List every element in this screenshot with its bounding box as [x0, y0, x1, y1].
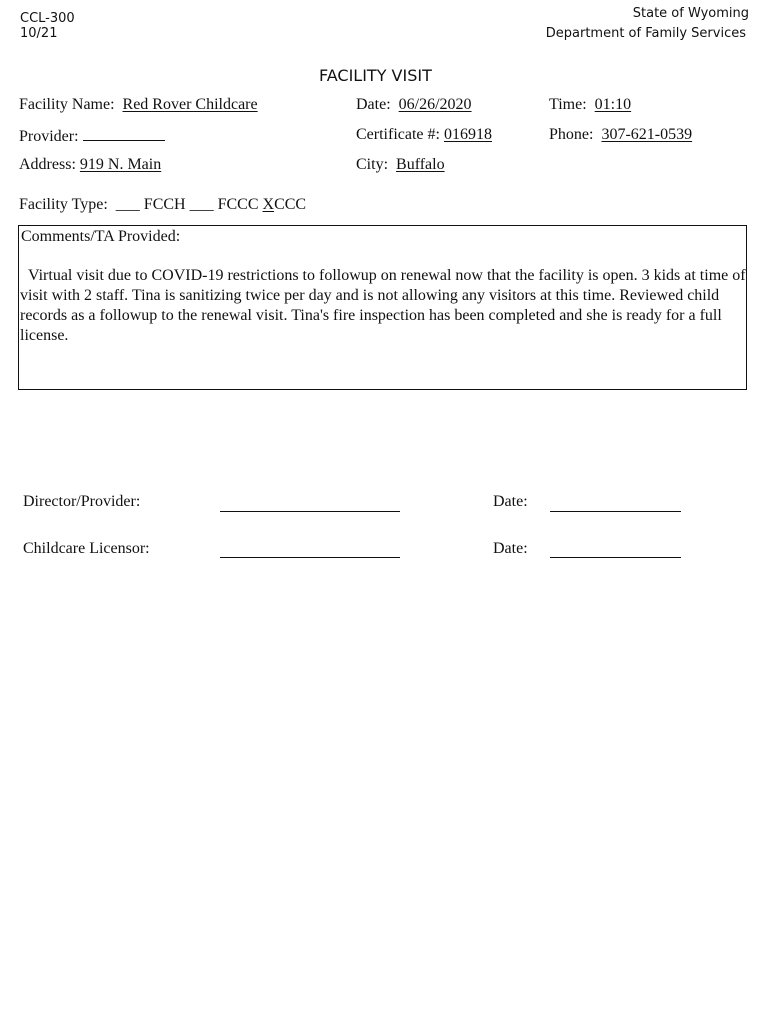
date-row [356, 96, 472, 114]
city-value: Buffalo [396, 156, 445, 173]
comments-label: Comments/TA Provided: [21, 228, 181, 245]
facility-type-row [19, 196, 306, 214]
facility-name-row [19, 96, 258, 114]
licensor-date-label: Date: [493, 540, 528, 557]
form-revision-date: 10/21 [20, 26, 58, 41]
address-row [19, 156, 161, 174]
certificate-label: Certificate #: [356, 126, 440, 143]
facility-type-label: Facility Type: [19, 196, 108, 213]
director-signature-label: Director/Provider: [23, 493, 141, 510]
licensor-date-line[interactable] [550, 557, 681, 558]
city-row [356, 156, 445, 174]
time-value: 01:10 [594, 96, 632, 113]
fccc-label: FCCC [217, 196, 259, 213]
address-label: Address: [19, 156, 76, 173]
director-date-line[interactable] [550, 511, 681, 512]
time-row [549, 96, 631, 114]
state-name: State of Wyoming [632, 6, 749, 21]
fcch-check-mark: ___ [115, 196, 140, 213]
licensor-signature-label: Childcare Licensor: [23, 540, 150, 557]
department-name: Department of Family Services [545, 26, 746, 41]
ccc-check-mark: X [262, 196, 275, 213]
address-value: 919 N. Main [79, 156, 162, 173]
facility-name-value: Red Rover Childcare [122, 96, 258, 113]
comments-box [18, 225, 747, 390]
time-label: Time: [549, 96, 587, 113]
provider-label: Provider: [19, 128, 79, 145]
licensor-signature-line[interactable] [220, 557, 400, 558]
form-code: CCL-300 [20, 11, 75, 26]
provider-value [83, 126, 165, 141]
phone-label: Phone: [549, 126, 594, 143]
director-signature-line[interactable] [220, 511, 400, 512]
phone-value: 307-621-0539 [601, 126, 693, 143]
certificate-value: 016918 [443, 126, 492, 143]
fcch-label: FCCH [143, 196, 186, 213]
comments-text [20, 266, 746, 346]
page-title: FACILITY VISIT [319, 66, 432, 85]
director-date-label: Date: [493, 493, 528, 510]
date-value: 06/26/2020 [398, 96, 472, 113]
city-label: City: [356, 156, 389, 173]
comments-body: Virtual visit due to COVID-19 restrictions to followup on renewal now that the facility is open. 3 kids at time of visit with 2 staff. Tina is sanitizing twice per day and is not allowing any visitors at this time. Reviewed child records as a followup to the renewal visit. Tina's fire inspection has been completed and she is ready for a full license. [20, 267, 746, 344]
ccc-label: CCC [274, 196, 307, 213]
facility-name-label: Facility Name: [19, 96, 115, 113]
fccc-check-mark: ___ [189, 196, 214, 213]
certificate-row [356, 126, 492, 144]
phone-row [549, 126, 692, 144]
provider-row [19, 126, 165, 146]
date-label: Date: [356, 96, 391, 113]
